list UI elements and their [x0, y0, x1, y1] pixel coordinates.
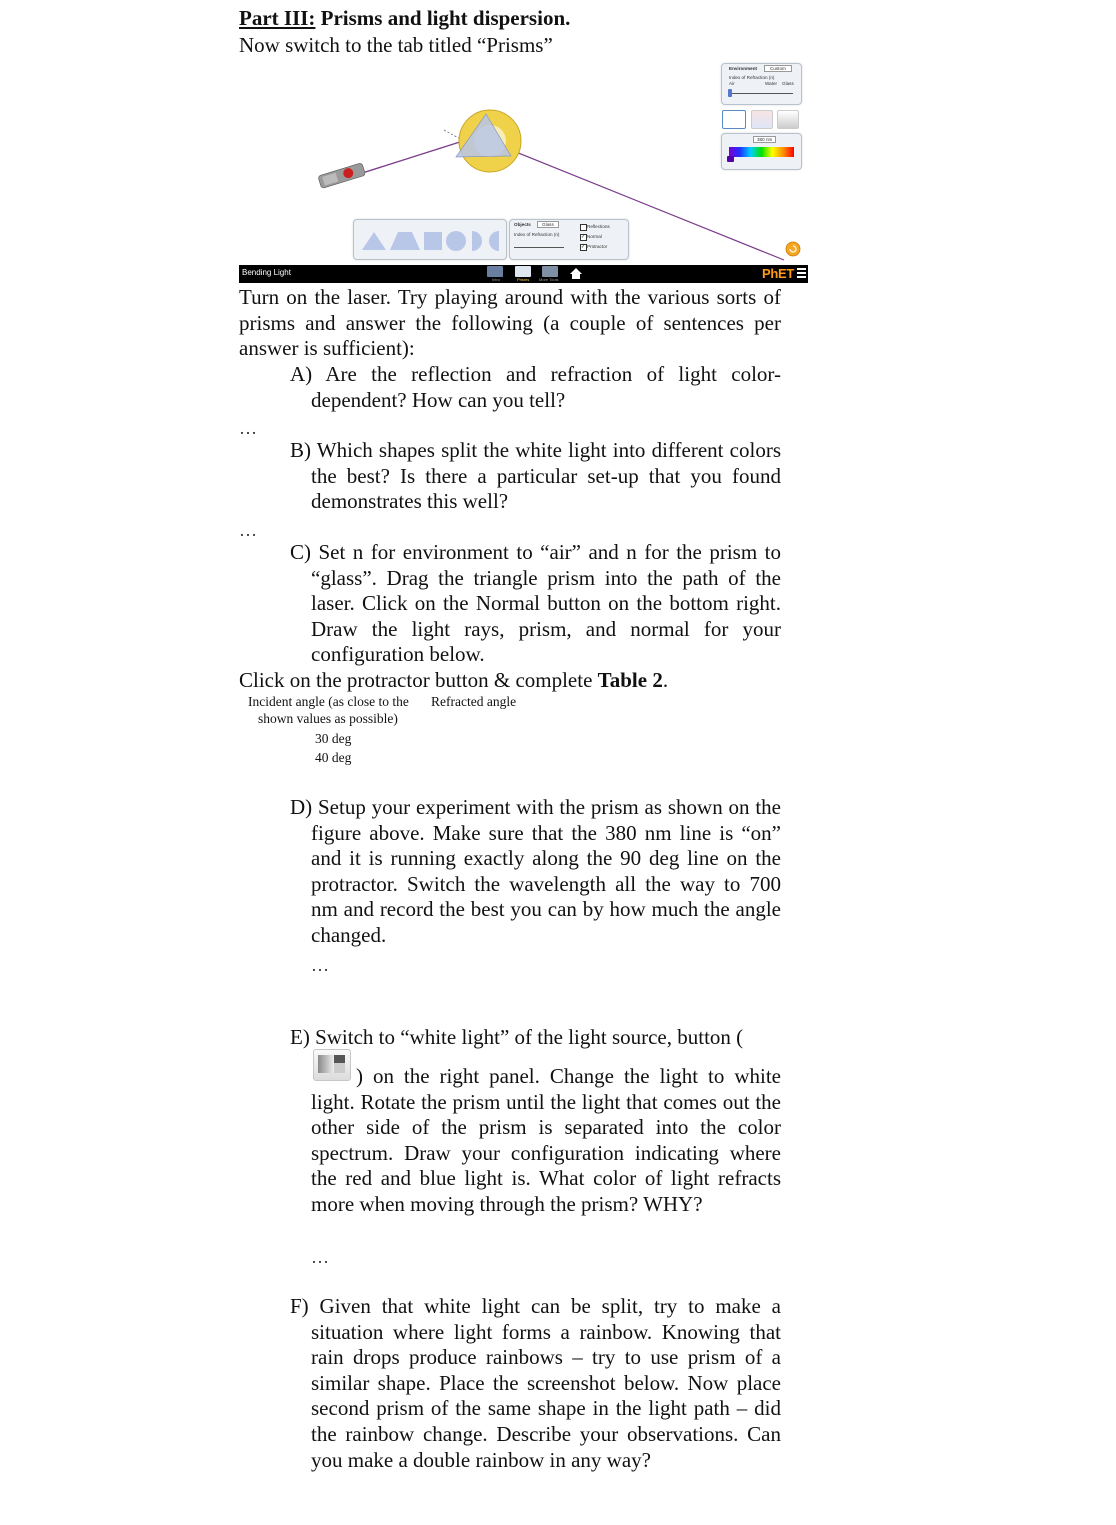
- prism-shapes[interactable]: [354, 220, 506, 259]
- environment-select[interactable]: Custom: [764, 65, 792, 72]
- question-e-rest: ) on the right panel. Change the light to white light. Rotate the prism until the light that comes out the other side of the prism is separated into the color spectrum. Draw your configuration indicating where the red and blue light is. What color of light refracts more when moving through the prism? WHY?: [311, 1064, 781, 1216]
- part-title: Prisms and light dispersion.: [315, 6, 571, 30]
- wavelength-spectrum[interactable]: [729, 147, 794, 157]
- intro-text: Now switch to the tab titled “Prisms”: [239, 33, 553, 57]
- ior-label: Index of Refraction (n): [729, 75, 775, 80]
- table-reference: Table 2: [597, 668, 663, 692]
- protractor-checkbox[interactable]: Protractor: [587, 244, 608, 249]
- tab-intro-label: Intro: [492, 277, 501, 282]
- prism-toolbox: [353, 219, 507, 260]
- tab-intro[interactable]: [487, 266, 503, 277]
- menu-icon[interactable]: [797, 268, 806, 279]
- objects-panel: Objects Glass Index of Refraction (n) Reflections Normal Protractor ✓ ✓: [509, 219, 629, 260]
- part-heading: [239, 6, 570, 31]
- sim-navbar: [239, 265, 808, 283]
- tab-prisms-label: Prisms: [517, 277, 530, 282]
- part-number: Part III:: [239, 6, 316, 30]
- incident-beam: [356, 141, 463, 175]
- tab-more-tools-label: More Tools: [539, 277, 559, 282]
- answer-a-placeholder: …: [239, 418, 257, 438]
- question-b: B) Which shapes split the white light into different colors the best? Is there a particular set-up that you found demonstrates this well?: [290, 438, 781, 514]
- reset-button: [786, 242, 800, 256]
- ior-glass: Glass: [782, 81, 794, 86]
- home-icon[interactable]: [569, 267, 583, 280]
- table-instruction: [239, 668, 668, 694]
- ior-slider-track[interactable]: [729, 93, 793, 94]
- objects-label: Objects: [514, 222, 531, 227]
- ior-water: Water: [765, 81, 778, 86]
- question-d: D) Setup your experiment with the prism as shown on the figure above. Make sure that the 380 nm line is “on” and it is running exactly along the 90 deg line on the protractor. Switch the wavelength all the way to 700 nm and record the best you can by how much the angle changed.: [290, 795, 781, 947]
- ior-air: Air: [729, 81, 735, 86]
- instructions: Turn on the laser. Try playing around with the various sorts of prisms and answer the following (a couple of sentences per answer is sufficient):: [239, 285, 781, 361]
- wavelength-panel: [721, 133, 802, 170]
- environment-label: Environment: [729, 66, 758, 71]
- tab-prisms[interactable]: [515, 266, 531, 277]
- question-f: F) Given that white light can be split, try to make a situation where light forms a rainbow. Knowing that rain drops produce rainbows – try to use prism of a similar shape. Place the screenshot below. Now place second prism of the same shape in the light path – did the rainbow change. Describe your observations. Can you make a double rainbow in any way?: [290, 1294, 781, 1472]
- phet-logo[interactable]: PhET: [761, 266, 794, 281]
- table-col-incident: [248, 694, 409, 727]
- table-col-refracted: Refracted angle: [431, 694, 517, 709]
- wavelength-thumb[interactable]: [727, 156, 734, 162]
- white-light-button[interactable]: [777, 110, 799, 129]
- answer-e-placeholder: …: [311, 1247, 329, 1267]
- app-name: Bending Light: [242, 268, 291, 277]
- simulation-screenshot: [239, 60, 808, 283]
- wavelength-value[interactable]: 380 nm: [753, 136, 776, 143]
- table-instruction-text: Click on the protractor button & complete: [239, 668, 598, 692]
- objects-ior-slider[interactable]: [514, 247, 564, 248]
- question-e-start: E) Switch to “white light” of the light source, button (: [290, 1025, 744, 1049]
- table-row-30: 30 deg: [315, 731, 352, 746]
- laser-button[interactable]: [722, 110, 746, 129]
- laser-device: [318, 163, 366, 189]
- environment-panel: [721, 63, 802, 105]
- question-a: A) Are the reflection and refraction of light color-dependent? How can you tell?: [290, 362, 781, 412]
- normal-checkbox[interactable]: Normal: [587, 234, 602, 239]
- question-c: C) Set n for environment to “air” and n for the prism to “glass”. Drag the triangle prism into the path of the laser. Click on the Normal button on the bottom right. Draw the light rays, prism, and normal for your configuration below.: [290, 540, 781, 667]
- reflections-checkbox[interactable]: Reflections: [587, 224, 610, 229]
- table-col-incident-line2: shown values as possible): [258, 711, 398, 726]
- objects-select[interactable]: Glass: [537, 221, 559, 228]
- answer-b-placeholder: …: [239, 520, 257, 540]
- answer-d-placeholder: …: [311, 955, 329, 975]
- waves-button[interactable]: [751, 110, 773, 129]
- ior-slider-thumb[interactable]: [728, 89, 732, 97]
- objects-ior-label: Index of Refraction (n): [514, 232, 560, 237]
- table-col-incident-line1: Incident angle (as close to the: [248, 694, 409, 709]
- tab-more-tools[interactable]: [542, 266, 558, 277]
- table-row-40: 40 deg: [315, 750, 352, 765]
- table-instruction-end: .: [662, 668, 669, 692]
